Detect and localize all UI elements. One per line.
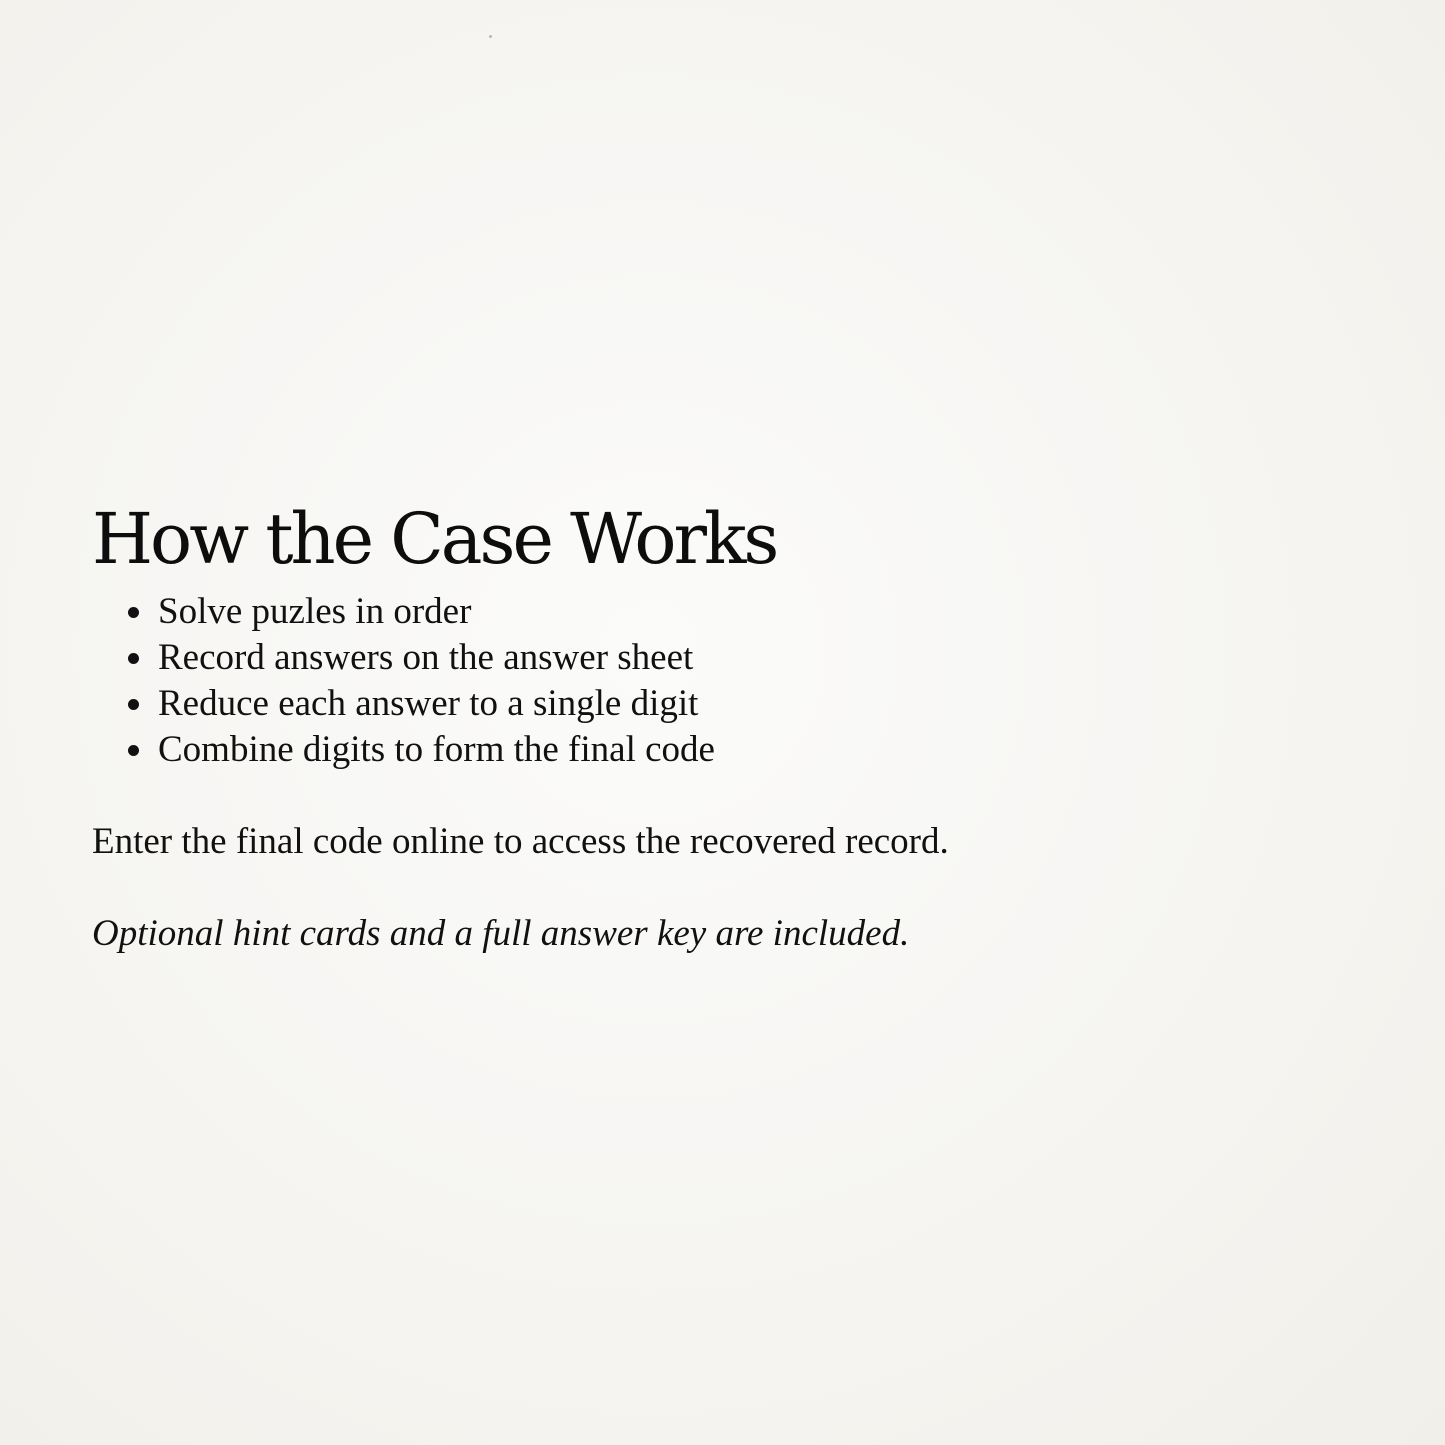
step-label: Reduce each answer to a single digit <box>158 683 699 724</box>
step-label: Combine digits to form the final code <box>158 729 715 770</box>
step-label: Solve puzles in order <box>158 591 472 632</box>
final-code-instruction: Enter the final code online to access the recovered record. <box>92 821 949 862</box>
bullet-dot-icon <box>128 699 139 710</box>
how-it-works-card <box>92 495 1192 957</box>
steps-list <box>92 589 1192 773</box>
step-item <box>128 727 1192 773</box>
step-item <box>128 589 1192 635</box>
step-item <box>128 635 1192 681</box>
step-item <box>128 681 1192 727</box>
bullet-dot-icon <box>128 607 139 618</box>
hint-note: Optional hint cards and a full answer key are included. <box>92 913 910 954</box>
step-label: Record answers on the answer sheet <box>158 637 694 678</box>
bullet-dot-icon <box>128 653 139 664</box>
page-title: How the Case Works <box>92 498 777 580</box>
paper-speck <box>489 35 492 38</box>
bullet-dot-icon <box>128 745 139 756</box>
